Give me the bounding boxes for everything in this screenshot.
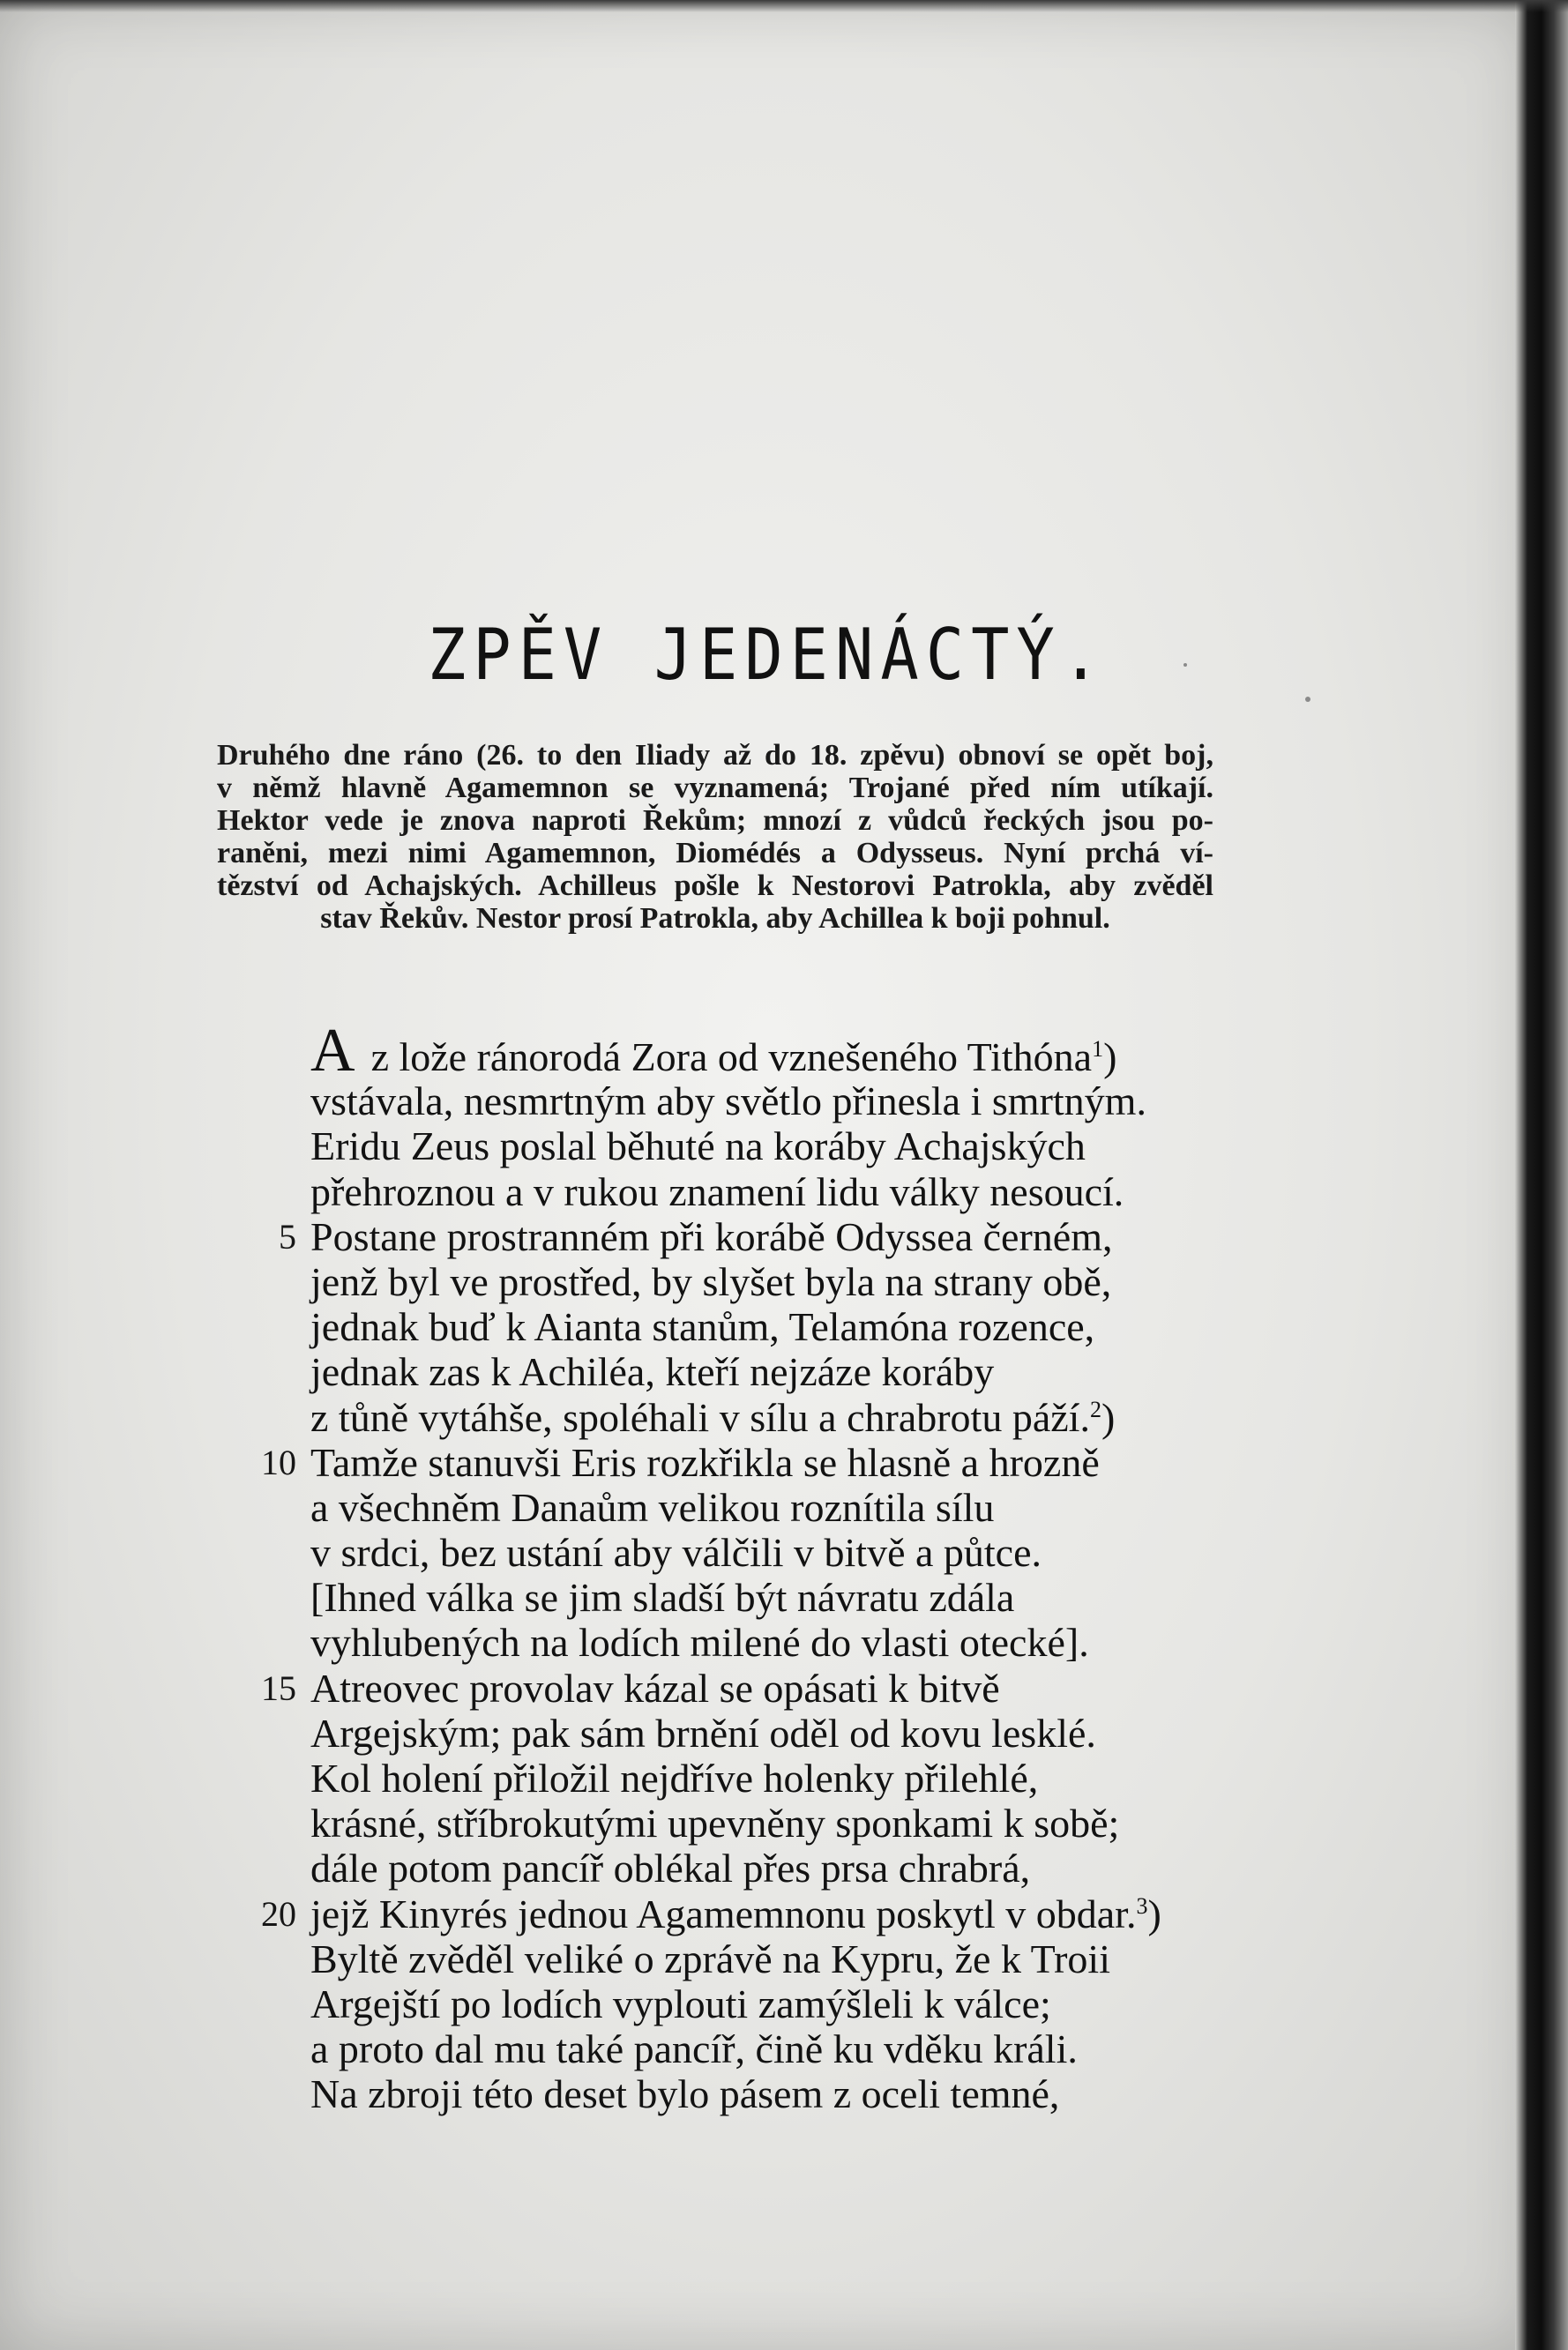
verse-text-container: [310, 1891, 1161, 1936]
verse-text: Na zbroji této deset bylo pásem z oceli temné,: [310, 2071, 1060, 2117]
verse-line: [238, 1017, 1402, 1085]
summary-line: Hektor vede je znova naproti Řekům; mnozí z vůdců řeckých jsou po-: [217, 804, 1213, 837]
page-top-edge: [0, 0, 1568, 12]
ink-speck: [1183, 663, 1187, 667]
verse-text: a všechněm Danaům velikou roznítila sílu: [310, 1484, 995, 1530]
verse-line: [238, 1259, 1402, 1304]
verse-text: Atreovec provolav kázal se opásati k bitvě: [310, 1665, 1000, 1711]
verse-line: [238, 1485, 1402, 1530]
ink-speck: [1305, 697, 1310, 702]
verse-text-container: [310, 1259, 1111, 1304]
verse-line: [238, 1936, 1402, 1981]
verse-text-container: [310, 1214, 1113, 1259]
verse-text: krásné, stříbrokutými upevněny sponkami k sobě;: [310, 1801, 1120, 1846]
verse-line: [238, 1666, 1402, 1711]
footnote-marker: 3: [1136, 1892, 1148, 1919]
verse-text: Kol holení přiložil nejdříve holenky přilehlé,: [310, 1756, 1039, 1801]
verse-text-container: [310, 1620, 1089, 1665]
verse-block: [238, 1017, 1402, 2117]
verse-text: v srdci, bez ustání aby válčili v bitvě a půtce.: [310, 1530, 1042, 1576]
verse-text-container: [310, 1395, 1115, 1440]
verse-text-container: [310, 1017, 1117, 1085]
verse-text-container: [310, 1123, 1086, 1168]
verse-number: 10: [261, 1442, 296, 1482]
verse-text-container: [310, 1349, 994, 1394]
verse-line: [238, 1169, 1402, 1214]
verse-line: [238, 1846, 1402, 1891]
verse-line: [238, 2026, 1402, 2071]
verse-text: přehroznou a v rukou znamení lidu války nesoucí.: [310, 1168, 1124, 1214]
verse-text-container: [310, 1981, 1051, 2026]
verse-line: [238, 1981, 1402, 2026]
footnote-marker: 1: [1092, 1036, 1104, 1062]
summary-line: raněni, mezi nimi Agamemnon, Diomédés a Odysseus. Nyní prchá ví-: [217, 837, 1213, 869]
verse-text-container: [310, 1846, 1030, 1891]
verse-text: [Ihned válka se jim sladší být návratu zdála: [310, 1575, 1015, 1621]
summary-line: stav Řekův. Nestor prosí Patrokla, aby Achillea k boji pohnul.: [320, 902, 1110, 935]
verse-text: Byltě zvěděl veliké o zprávě na Kypru, že k Troii: [310, 1936, 1110, 1981]
verse-text: jenž byl ve prostřed, by slyšet byla na strany obě,: [310, 1258, 1112, 1304]
verse-line: [238, 1891, 1402, 1936]
verse-text: a proto dal mu také pancíř, čině ku vděku králi.: [310, 2026, 1078, 2072]
verse-line: [238, 1440, 1402, 1485]
verse-text: Postane prostranném při korábě Odyssea černém,: [310, 1213, 1113, 1259]
verse-line: [238, 1711, 1402, 1756]
footnote-paren: ): [1101, 1394, 1116, 1440]
verse-number: 5: [279, 1216, 296, 1257]
verse-line: [238, 1756, 1402, 1801]
verse-line: [238, 1530, 1402, 1575]
verse-text: Argejští po lodích vyplouti zamýšleli k válce;: [310, 1981, 1051, 2026]
verse-text-container: [310, 1169, 1124, 1214]
summary-line: tězství od Achajských. Achilleus pošle k Nestorovi Patrokla, aby zvěděl: [217, 869, 1213, 902]
verse-text-container: [310, 1485, 994, 1530]
verse-text: jejž Kinyrés jednou Agamemnonu poskytl v obdar.: [310, 1891, 1137, 1936]
verse-line: [238, 2071, 1402, 2116]
verse-line: [238, 1620, 1402, 1665]
summary-line: Druhého dne ráno (26. to den Iliady až do 18. zpěvu) obnoví se opět boj,: [217, 739, 1213, 772]
verse-text-container: [310, 1078, 1146, 1123]
verse-line: [238, 1349, 1402, 1394]
verse-text: Argejským; pak sám brnění oděl od kovu lesklé.: [310, 1710, 1096, 1756]
verse-text: Tamže stanuvši Eris rozkřikla se hlasně a hrozně: [310, 1439, 1100, 1485]
summary-line: v němž hlavně Agamemnon se vyznamená; Trojané před ním utíkají.: [217, 772, 1213, 804]
verse-text: vyhlubených na lodích milené do vlasti otecké].: [310, 1620, 1089, 1666]
verse-text-container: [310, 1711, 1096, 1756]
verse-line: [238, 1801, 1402, 1846]
verse-text: jednak buď k Aianta stanům, Telamóna rozence,: [310, 1304, 1095, 1350]
verse-text: dále potom pancíř oblékal přes prsa chrabrá,: [310, 1846, 1031, 1891]
verse-line: [238, 1304, 1402, 1349]
verse-text-container: [310, 1304, 1094, 1349]
book-spine-shadow: [1515, 0, 1568, 2350]
verse-text-container: [310, 1666, 1000, 1711]
verse-text-container: [310, 2026, 1078, 2071]
verse-line: [238, 1214, 1402, 1259]
verse-text-container: [310, 1575, 1014, 1620]
verse-text: Eridu Zeus poslal běhuté na koráby Achajských: [310, 1123, 1086, 1169]
verse-line: [238, 1575, 1402, 1620]
footnote-paren: ): [1147, 1891, 1161, 1936]
verse-line: [238, 1078, 1402, 1123]
verse-number: 15: [261, 1667, 296, 1708]
verse-text-container: [310, 2071, 1059, 2116]
verse-text: z lože ránorodá Zora od vznešeného Tithóna: [370, 1034, 1093, 1079]
drop-cap: A: [310, 1017, 355, 1085]
chapter-summary: [217, 739, 1213, 935]
verse-text: jednak zas k Achiléa, kteří nejzáze koráby: [310, 1349, 995, 1395]
verse-text: z tůně vytáhše, spoléhali v sílu a chrabrotu páží.: [310, 1394, 1090, 1440]
verse-line: [238, 1123, 1402, 1168]
chapter-title: ZPĚV JEDENÁCTÝ.: [427, 612, 1108, 697]
verse-text-container: [310, 1801, 1119, 1846]
verse-number: 20: [261, 1893, 296, 1934]
verse-text: vstávala, nesmrtným aby světlo přinesla i smrtným.: [310, 1078, 1146, 1124]
verse-line: [238, 1395, 1402, 1440]
verse-text-container: [310, 1756, 1038, 1801]
footnote-paren: ): [1103, 1034, 1117, 1079]
verse-text-container: [310, 1936, 1110, 1981]
footnote-marker: 2: [1089, 1396, 1101, 1422]
verse-text-container: [310, 1440, 1100, 1485]
verse-text-container: [310, 1530, 1042, 1575]
